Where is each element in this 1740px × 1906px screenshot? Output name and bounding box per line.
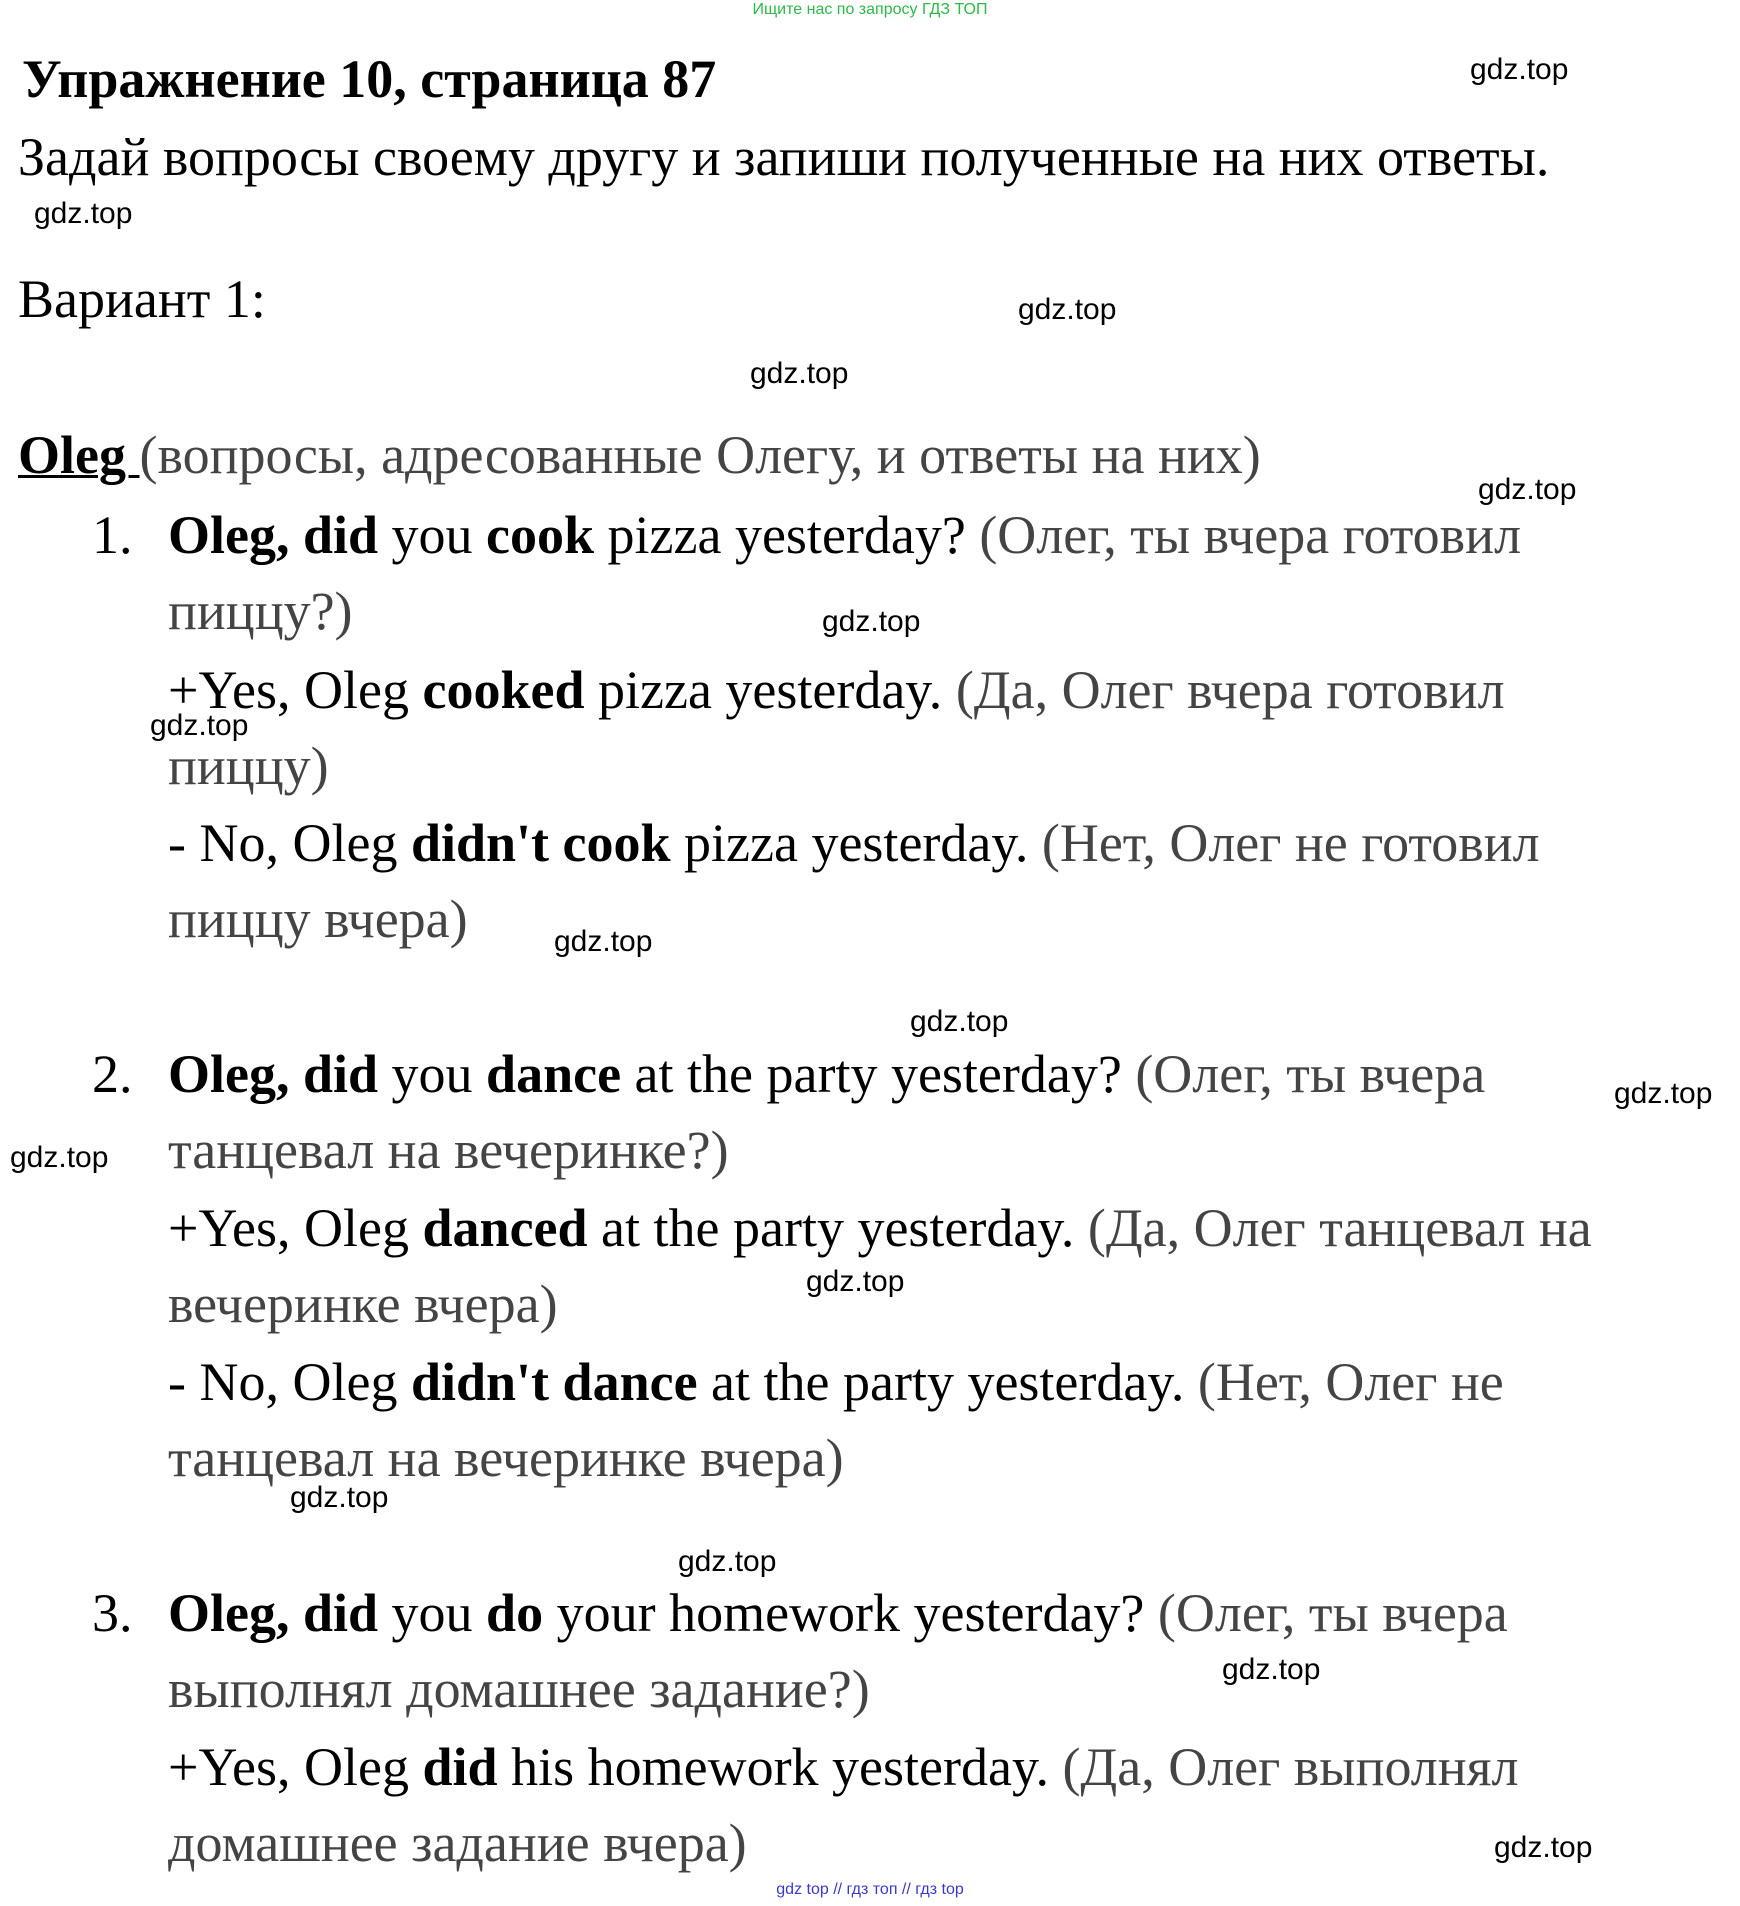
yes-answer-line: +Yes, Oleg danced at the party yesterday. (Да, Олег танцевал на (168, 1198, 1592, 1258)
question-gloss: пиццу?) (168, 581, 353, 641)
watermark: gdz.top (554, 925, 653, 958)
watermark: gdz.top (1018, 293, 1117, 326)
footer-links[interactable]: gdz top // гдз топ // гдз top (776, 1881, 964, 1898)
watermark: gdz.top (10, 1141, 109, 1174)
item-number: 3. (92, 1583, 133, 1643)
watermark: gdz.top (806, 1265, 905, 1298)
yes-answer-gloss: пиццу) (168, 736, 329, 796)
watermark: gdz.top (750, 357, 849, 390)
item-number: 2. (92, 1044, 133, 1104)
no-answer-gloss: пиццу вчера) (168, 889, 468, 949)
watermark: gdz.top (822, 605, 921, 638)
top-banner[interactable]: Ищите нас по запросу ГДЗ ТОП (752, 1, 988, 18)
question-gloss: танцевал на вечеринке?) (168, 1120, 729, 1180)
watermark: gdz.top (678, 1545, 777, 1578)
watermark: gdz.top (1494, 1831, 1593, 1864)
watermark: gdz.top (910, 1005, 1009, 1038)
watermark: gdz.top (1478, 473, 1577, 506)
item-number: 1. (92, 505, 133, 565)
watermark: gdz.top (290, 1481, 389, 1514)
watermark: gdz.top (1614, 1077, 1713, 1110)
page-title: Упражнение 10, страница 87 (22, 49, 717, 109)
variant-label: Вариант 1: (18, 269, 266, 329)
question-gloss: выполнял домашнее задание?) (168, 1659, 870, 1719)
section-heading (18, 420, 1261, 490)
yes-answer-gloss: вечеринке вчера) (168, 1274, 558, 1334)
yes-answer-line: +Yes, Oleg did his homework yesterday. (Да, Олег выполнял (168, 1737, 1519, 1797)
watermark: gdz.top (1222, 1653, 1321, 1686)
watermark: gdz.top (1470, 53, 1569, 86)
watermark: gdz.top (150, 709, 249, 742)
no-answer-line: - No, Oleg didn't cook pizza yesterday. (Нет, Олег не готовил (168, 813, 1540, 873)
yes-answer-line: +Yes, Oleg cooked pizza yesterday. (Да, Олег вчера готовил (168, 660, 1505, 720)
question-line: Oleg, did you dance at the party yesterday? (Олег, ты вчера (168, 1044, 1486, 1104)
no-answer-line: - No, Oleg didn't dance at the party yesterday. (Нет, Олег не (168, 1352, 1504, 1412)
task-text: Задай вопросы своему другу и запиши полученные на них ответы. (18, 127, 1550, 187)
no-answer-gloss: танцевал на вечеринке вчера) (168, 1428, 844, 1488)
section-name: Oleg (18, 425, 140, 485)
question-line: Oleg, did you cook pizza yesterday? (Олег, ты вчера готовил (168, 505, 1522, 565)
section-gloss: (вопросы, адресованные Олегу, и ответы на них) (139, 425, 1261, 485)
watermark: gdz.top (34, 197, 133, 230)
yes-answer-gloss: домашнее задание вчера) (168, 1813, 747, 1873)
question-line: Oleg, did you do your homework yesterday? (Олег, ты вчера (168, 1583, 1508, 1643)
